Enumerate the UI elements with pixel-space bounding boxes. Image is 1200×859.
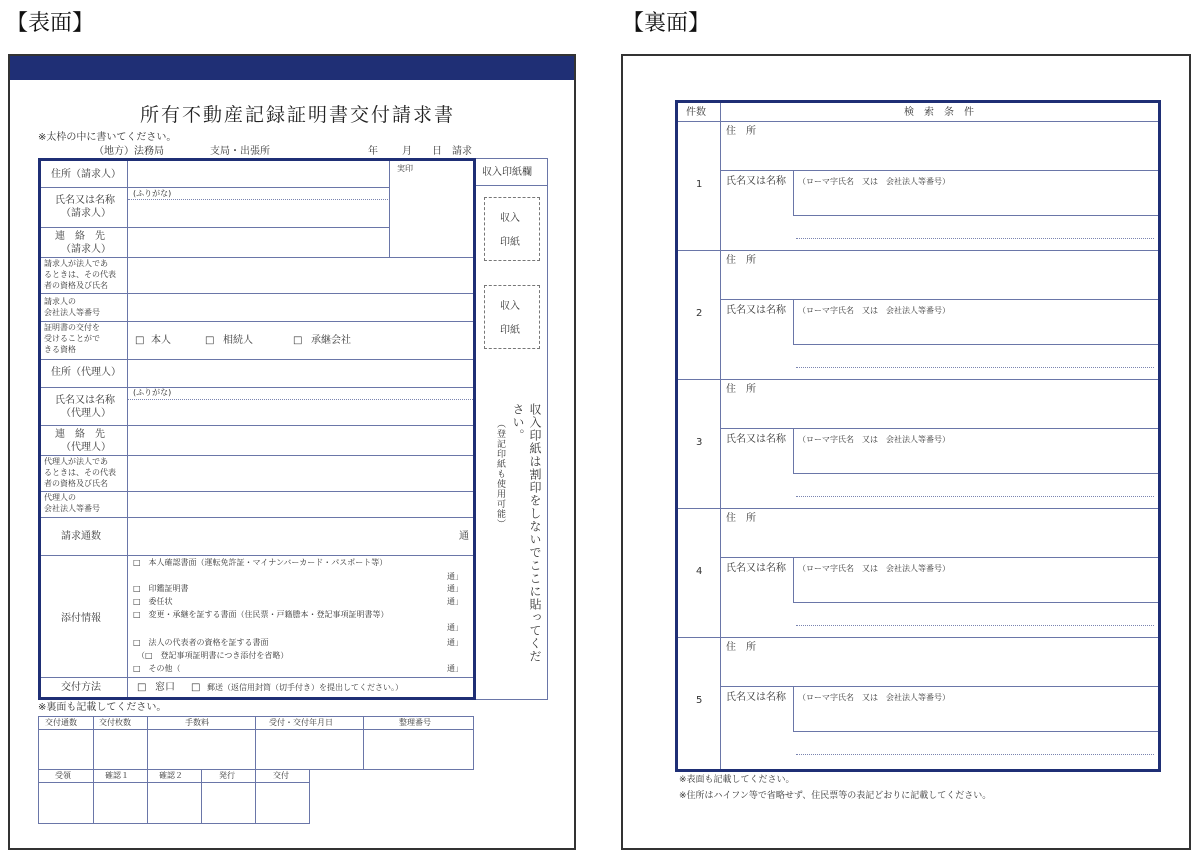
attachment-unit-6: 通」 <box>447 664 463 673</box>
office-col-check2: 確認２ <box>159 771 183 780</box>
attachment-proxy[interactable]: □ 委任状 <box>133 597 173 606</box>
attachment-rep-cert[interactable]: □ 法人の代表者の資格を証する書面 <box>133 638 269 647</box>
row-name-label: 氏名又は名称 <box>726 563 786 574</box>
checkbox-self[interactable]: □ <box>135 335 145 346</box>
label-attachments: 添付情報 <box>61 613 101 624</box>
label-address-requester: 住所（請求人） <box>51 169 121 180</box>
back-caption: 【裏面】 <box>622 11 711 36</box>
back-note-1: ※表面も記載してください。 <box>679 775 795 785</box>
furigana-requester: (ふりがな) <box>133 189 172 198</box>
office-col-received: 受領 <box>55 771 71 780</box>
header-count: 件数 <box>686 107 706 118</box>
checkbox-counter[interactable]: □ <box>137 682 147 693</box>
row-name-hint: （ローマ字氏名 又は 会社法人等番号） <box>798 564 950 573</box>
attachment-id[interactable]: □ 本人確認書面（運転免許証・マイナンバーカード・パスポート等） <box>133 558 388 567</box>
checkbox-mail[interactable]: □ <box>191 682 201 693</box>
row-address-input[interactable] <box>721 640 1157 684</box>
front-sheet <box>8 54 576 850</box>
row-name-input[interactable] <box>794 704 1157 730</box>
search-row <box>678 509 1158 638</box>
year-label: 年 <box>368 146 378 157</box>
seal-label: 実印 <box>397 164 413 173</box>
label-copies: 請求通数 <box>61 531 101 542</box>
month-label: 月 <box>402 146 412 157</box>
row-address-label: 住 所 <box>726 642 756 653</box>
row-address-input[interactable] <box>721 382 1157 426</box>
search-row <box>678 122 1158 251</box>
office-col-number: 整理番号 <box>399 718 431 727</box>
attachment-unit-1: 通」 <box>447 572 463 581</box>
front-caption: 【表面】 <box>6 11 95 36</box>
input-corp-agent[interactable] <box>128 492 473 516</box>
office-table-row2 <box>38 770 310 824</box>
legal-office: （地方）法務局 <box>94 146 164 157</box>
search-row <box>678 638 1158 767</box>
label-delivery: 交付方法 <box>61 682 101 693</box>
attachment-unit-4: 通」 <box>447 623 463 632</box>
copies-unit: 通 <box>459 531 469 542</box>
label-address-agent: 住所（代理人） <box>51 367 121 378</box>
stamp-notice: 収入印紙は割印をしないでここに貼ってください。 <box>511 403 542 663</box>
top-bar <box>10 56 574 80</box>
input-rep-agent[interactable] <box>128 456 473 490</box>
option-counter: 窓口 <box>155 682 175 693</box>
label-rep-agent-1: 代理人が法人であ <box>44 457 108 466</box>
label-corp-requester-1: 請求人の <box>44 297 76 306</box>
input-name-requester[interactable] <box>128 200 388 224</box>
label-contact-agent-2: （代理人） <box>61 442 111 453</box>
label-contact-requester-2: （請求人） <box>61 244 111 255</box>
stamp-2-line-2: 印紙 <box>500 325 520 336</box>
row-address-label: 住 所 <box>726 126 756 137</box>
request-label: 請求 <box>452 146 472 157</box>
stamp-box-2[interactable] <box>484 285 540 349</box>
checkbox-heir[interactable]: □ <box>205 335 215 346</box>
label-rep-requester-3: 者の資格及び氏名 <box>44 281 108 290</box>
attachment-other[interactable]: □ その他（ <box>133 664 181 673</box>
row-address-label: 住 所 <box>726 513 756 524</box>
attachment-unit-5: 通」 <box>447 638 463 647</box>
office-col-check1: 確認１ <box>105 771 129 780</box>
row-number: 1 <box>696 178 703 190</box>
label-name-agent-1: 氏名又は名称 <box>55 395 115 406</box>
label-contact-requester-1: 連 絡 先 <box>55 231 105 242</box>
day-label: 日 <box>432 146 442 157</box>
row-name-hint: （ローマ字氏名 又は 会社法人等番号） <box>798 693 950 702</box>
label-rep-agent-2: るときは、その代表 <box>44 468 116 477</box>
row-name-label: 氏名又は名称 <box>726 176 786 187</box>
attachment-change[interactable]: □ 変更・承継を証する書面（住民票・戸籍謄本・登記事項証明書等） <box>133 610 389 619</box>
stamp-1-line-2: 印紙 <box>500 237 520 248</box>
row-name-input[interactable] <box>794 575 1157 601</box>
search-row <box>678 251 1158 380</box>
input-address-requester[interactable] <box>128 164 388 186</box>
row-number: 2 <box>696 307 703 319</box>
label-rep-requester-2: るときは、その代表 <box>44 270 116 279</box>
option-heir: 相続人 <box>223 335 253 346</box>
label-eligibility-2: 受けることがで <box>44 334 100 343</box>
row-name-input[interactable] <box>794 446 1157 472</box>
attachment-unit-2: 通」 <box>447 584 463 593</box>
branch-office: 支局・出張所 <box>210 146 270 157</box>
label-corp-requester-2: 会社法人等番号 <box>44 308 100 317</box>
form-title: 所有不動産記録証明書交付請求書 <box>140 104 456 126</box>
label-name-agent-2: （代理人） <box>61 408 111 419</box>
label-eligibility-3: きる資格 <box>44 345 76 354</box>
header-conditions: 検 索 条 件 <box>904 107 974 118</box>
back-sheet <box>621 54 1191 850</box>
row-address-label: 住 所 <box>726 384 756 395</box>
office-col-deliver: 交付 <box>273 771 289 780</box>
row-address-input[interactable] <box>721 253 1157 297</box>
row-name-label: 氏名又は名称 <box>726 692 786 703</box>
office-col-date: 受付・交付年月日 <box>269 718 333 727</box>
option-mail: 郵送（返信用封筒（切手付き）を提出してください。） <box>207 683 403 692</box>
option-successor: 承継会社 <box>311 335 351 346</box>
office-col-issue: 発行 <box>219 771 235 780</box>
furigana-agent: (ふりがな) <box>133 388 172 397</box>
stamp-notice-sub: （登記印紙も使用可能） <box>495 419 505 529</box>
label-rep-agent-3: 者の資格及び氏名 <box>44 479 108 488</box>
attachment-unit-3: 通」 <box>447 597 463 606</box>
row-name-label: 氏名又は名称 <box>726 434 786 445</box>
office-col-pages: 交付枚数 <box>99 718 131 727</box>
office-col-copies: 交付通数 <box>45 718 77 727</box>
row-name-hint: （ローマ字氏名 又は 会社法人等番号） <box>798 177 950 186</box>
attachment-omit[interactable]: （□ 登記事項証明書につき添付を省略） <box>137 651 289 660</box>
stamp-2-line-1: 収入 <box>500 301 520 312</box>
label-corp-agent-2: 会社法人等番号 <box>44 504 100 513</box>
row-name-input[interactable] <box>794 188 1157 214</box>
row-address-input[interactable] <box>721 511 1157 555</box>
stamp-1-line-1: 収入 <box>500 213 520 224</box>
input-copies[interactable] <box>128 518 458 554</box>
option-self: 本人 <box>151 335 171 346</box>
label-name-requester-2: （請求人） <box>61 208 111 219</box>
row-address-label: 住 所 <box>726 255 756 266</box>
input-corp-requester[interactable] <box>128 294 473 320</box>
label-name-requester-1: 氏名又は名称 <box>55 195 115 206</box>
row-name-input[interactable] <box>794 317 1157 343</box>
stamp-box-1[interactable] <box>484 197 540 261</box>
back-note-2: ※住所はハイフン等で省略せず、住民票等の表記どおりに記載してください。 <box>679 791 992 801</box>
instruction-text: ※太枠の中に書いてください。 <box>38 132 177 143</box>
input-address-agent[interactable] <box>128 360 473 386</box>
row-number: 3 <box>696 436 703 448</box>
row-name-hint: （ローマ字氏名 又は 会社法人等番号） <box>798 435 950 444</box>
row-number: 4 <box>696 565 703 577</box>
input-contact-requester[interactable] <box>128 228 388 256</box>
main-frame <box>38 158 476 700</box>
row-name-hint: （ローマ字氏名 又は 会社法人等番号） <box>798 306 950 315</box>
input-name-agent[interactable] <box>128 400 473 424</box>
input-rep-requester[interactable] <box>128 258 473 292</box>
row-number: 5 <box>696 694 703 706</box>
office-col-fee: 手数料 <box>185 718 209 727</box>
attachment-seal-cert[interactable]: □ 印鑑証明書 <box>133 584 189 593</box>
label-contact-agent-1: 連 絡 先 <box>55 429 105 440</box>
checkbox-successor[interactable]: □ <box>293 335 303 346</box>
label-eligibility-1: 証明書の交付を <box>44 323 100 332</box>
label-rep-requester-1: 請求人が法人であ <box>44 259 108 268</box>
label-corp-agent-1: 代理人の <box>44 493 76 502</box>
stamp-column <box>476 158 548 700</box>
back-note: ※裏面も記載してください。 <box>38 702 167 713</box>
row-address-input[interactable] <box>721 124 1157 168</box>
search-row <box>678 380 1158 509</box>
input-contact-agent[interactable] <box>128 426 473 454</box>
row-name-label: 氏名又は名称 <box>726 305 786 316</box>
office-table-row1 <box>38 716 474 770</box>
stamp-column-header: 収入印紙欄 <box>482 167 532 178</box>
